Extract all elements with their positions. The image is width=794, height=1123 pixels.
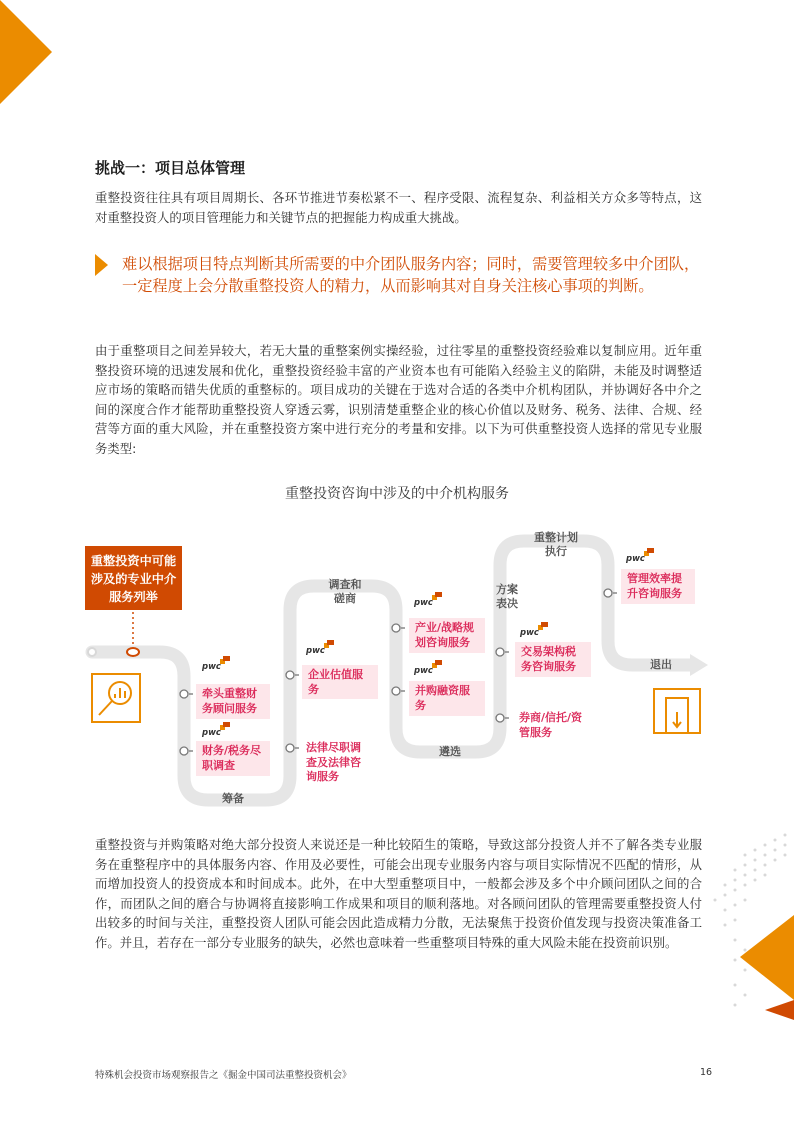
- hero-box: 重整投资中可能涉及的专业中介服务列举: [85, 546, 182, 610]
- page-number: 16: [700, 1067, 713, 1078]
- stage-decide: 方案表决: [496, 583, 518, 610]
- service-tax-structure: 交易架构税务咨询服务: [515, 642, 591, 677]
- stage-due-diligence: 调查和磋商: [328, 578, 362, 605]
- stage-execute: 重整计划执行: [534, 531, 578, 558]
- pull-quote: 难以根据项目特点判断其所需要的中介团队服务内容；同时，需要管理较多中介团队，一定程度上会分散重整投资人的精力，从而影响其对自身关注核心事项的判断。: [122, 255, 700, 295]
- service-fin-tax-dd: 财务/税务尽职调查: [196, 741, 270, 776]
- track-start-dot: [88, 648, 96, 656]
- stage-prepare: 筹备: [222, 792, 244, 805]
- section-heading: 挑战一：项目总体管理: [95, 159, 246, 177]
- right-triangle-decoration: [740, 915, 794, 1000]
- exit-building-icon: [654, 689, 700, 733]
- right-triangle-small-decoration: [765, 1000, 794, 1020]
- service-valuation: 企业估值服务: [302, 665, 378, 699]
- service-lead-advisor: 牵头重整财务顾问服务: [196, 684, 270, 719]
- service-efficiency: 管理效率提升咨询服务: [621, 569, 695, 604]
- service-strategy: 产业/战略规划咨询服务: [409, 618, 485, 653]
- hero-anchor: [127, 648, 139, 656]
- exit-arrow-icon: [690, 654, 708, 676]
- service-legal-dd: 法律尽职调查及法律咨询服务: [306, 741, 361, 783]
- stage-select: 遴选: [439, 745, 461, 758]
- body-paragraph-2: 重整投资与并购策略对绝大部分投资人来说还是一种比较陌生的策略，导致这部分投资人并不了解各类专业服务在重整程序中的具体服务内容、作用及必要性，可能会出现专业服务内容与项目实际情况不匹配的情形，从而增加投资人的投资成本和时间成本。此外，在中大型重整项目中，一般都会涉及多个中介顾问团队之间的合作，而团队之间的磨合与协调将直接影响工作成果和项目的顺利落地。对各顾问团队的管理需要重整投资人付出较多的时间与关注，重整投资人团队可能会因此造成精力分散，无法聚焦于投资价值发现与投资决策准备工作。并且，若存在一部分专业服务的缺失，必然也意味着一些重整项目特殊的重大风险未能在投资前识别。: [95, 837, 702, 950]
- intro-paragraph: 重整投资往往具有项目周期长、各环节推进节奏松紧不一、程序受限、流程复杂、利益相关方众多等特点，这对重整投资人的项目管理能力和关键节点的把握能力构成重大挑战。: [95, 190, 702, 225]
- service-ma-finance: 并购融资服务: [409, 681, 485, 716]
- body-paragraph-1: 由于重整项目之间差异较大，若无大量的重整案例实操经验，过往零星的重整投资经验难以复制应用。近年重整投资环境的迅速发展和优化，重整投资经验丰富的产业资本也有可能陷入经验主义的陷阱，未能及时调整适应市场的策略而错失优质的重整标的。项目成功的关键在于选对合适的各类中介机构团队，并协调好各中介之间的深度合作才能帮助重整投资人穿透云雾，识别清楚重整企业的核心价值以及财务、税务、法律、合规、经营等方面的重大风险，并在重整投资方案中进行充分的考量和安排。以下为可供重整投资人选择的常见专业服务类型:: [95, 343, 702, 456]
- magnifier-chart-icon: [92, 674, 140, 722]
- footer-title: 特殊机会投资市场观察报告之《掘金中国司法重整投资机会》: [95, 1070, 352, 1081]
- diagram-title: 重整投资咨询中涉及的中介机构服务: [285, 486, 509, 502]
- service-broker: 券商/信托/资管服务: [519, 711, 583, 739]
- stage-exit: 退出: [650, 658, 672, 671]
